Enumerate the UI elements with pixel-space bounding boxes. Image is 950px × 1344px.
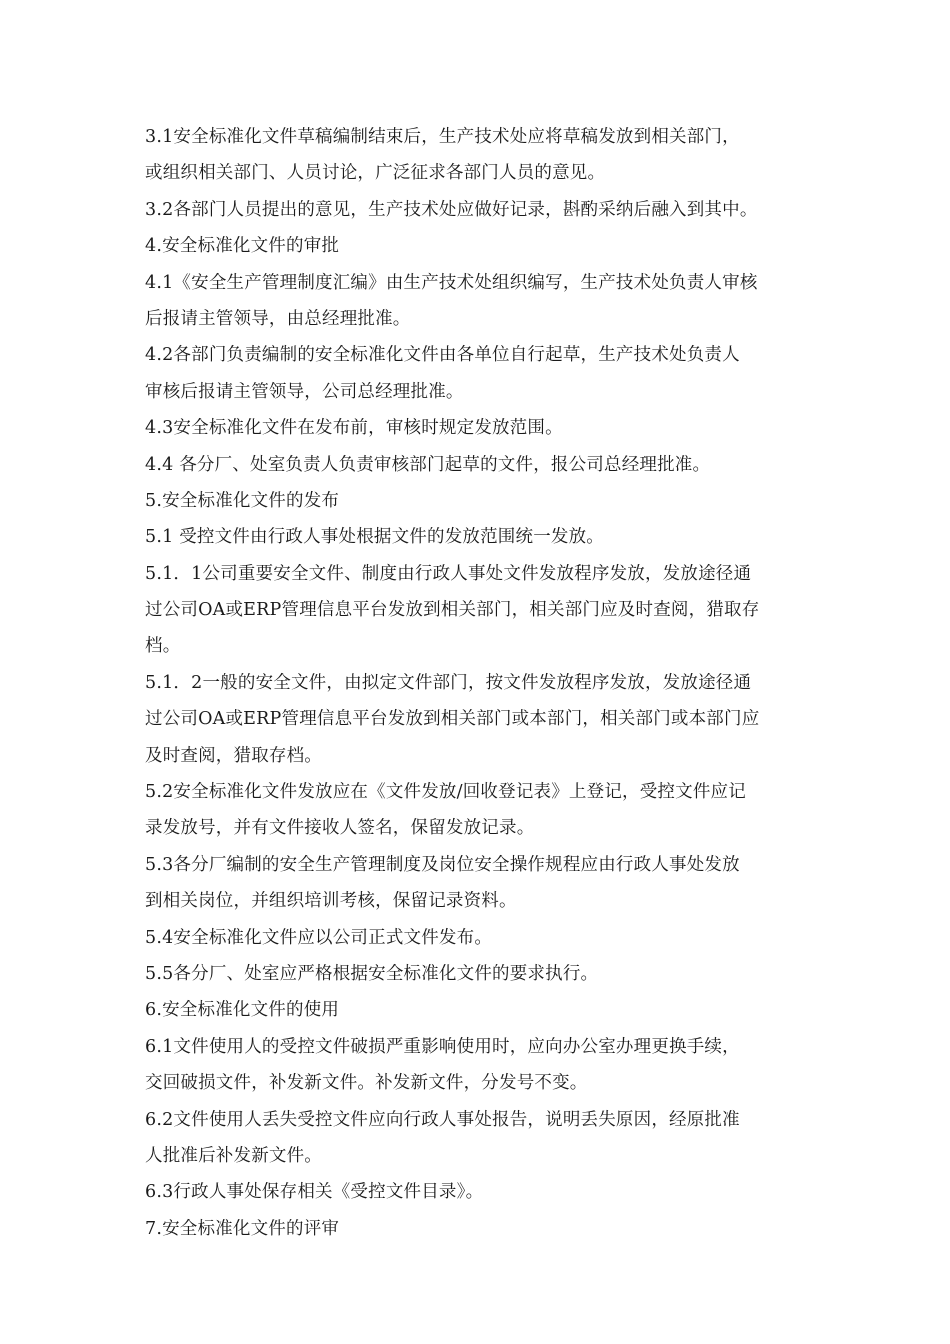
text-line: 4.2各部门负责编制的安全标准化文件由各单位自行起草，生产技术处负责人 (145, 345, 740, 366)
text-line: 5.2安全标准化文件发放应在《文件发放/回收登记表》上登记，受控文件应记 (145, 782, 746, 803)
text-line: 录发放号，并有文件接收人签名，保留发放记录。 (145, 818, 535, 839)
text-line: 5.1．2一般的安全文件，由拟定文件部门，按文件发放程序发放，发放途径通 (145, 672, 752, 693)
text-line: 档。 (145, 636, 181, 657)
text-line: 审核后报请主管领导，公司总经理批准。 (145, 381, 464, 402)
text-line: 4.4 各分厂、处室负责人负责审核部门起草的文件，报公司总经理批准。 (145, 454, 711, 475)
section-heading: 7.安全标准化文件的评审 (145, 1218, 340, 1239)
text-line: 交回破损文件，补发新文件。补发新文件，分发号不变。 (145, 1073, 588, 1094)
text-line: 到相关岗位，并组织培训考核，保留记录资料。 (145, 891, 517, 912)
text-line: 4.3安全标准化文件在发布前，审核时规定发放范围。 (145, 418, 563, 439)
text-line: 6.3行政人事处保存相关《受控文件目录》。 (145, 1182, 484, 1203)
text-line: 后报请主管领导，由总经理批准。 (145, 308, 411, 329)
text-line: 3.1安全标准化文件草稿编制结束后，生产技术处应将草稿发放到相关部门， (145, 127, 740, 147)
text-line: 3.2各部门人员提出的意见，生产技术处应做好记录，斟酌采纳后融入到其中。 (145, 199, 758, 220)
text-line: 5.1 受控文件由行政人事处根据文件的发放范围统一发放。 (145, 527, 604, 548)
text-line: 或组织相关部门、人员讨论，广泛征求各部门人员的意见。 (145, 163, 606, 184)
text-line: 4.1《安全生产管理制度汇编》由生产技术处组织编写，生产技术处负责人审核 (145, 272, 758, 293)
document-body (145, 119, 815, 1247)
section-heading: 6.安全标准化文件的使用 (145, 1000, 340, 1021)
text-line: 6.2文件使用人丢失受控文件应向行政人事处报告，说明丢失原因，经原批准 (145, 1109, 740, 1130)
text-line: 5.3各分厂编制的安全生产管理制度及岗位安全操作规程应由行政人事处发放 (145, 854, 740, 875)
text-line: 过公司OA或ERP管理信息平台发放到相关部门或本部门，相关部门或本部门应 (145, 709, 760, 730)
text-line: 6.1文件使用人的受控文件破损严重影响使用时，应向办公室办理更换手续， (145, 1036, 740, 1057)
text-line: 及时查阅，猎取存档。 (145, 745, 322, 766)
text-line: 过公司OA或ERP管理信息平台发放到相关部门，相关部门应及时查阅，猎取存 (145, 600, 760, 621)
text-line: 5.5各分厂、处室应严格根据安全标准化文件的要求执行。 (145, 963, 599, 984)
text-line: 5.4安全标准化文件应以公司正式文件发布。 (145, 927, 493, 948)
text-line: 5.1．1公司重要安全文件、制度由行政人事处文件发放程序发放，发放途径通 (145, 563, 752, 584)
section-heading: 4.安全标准化文件的审批 (145, 236, 340, 257)
section-heading: 5.安全标准化文件的发布 (145, 490, 340, 511)
text-line: 人批准后补发新文件。 (145, 1145, 322, 1166)
